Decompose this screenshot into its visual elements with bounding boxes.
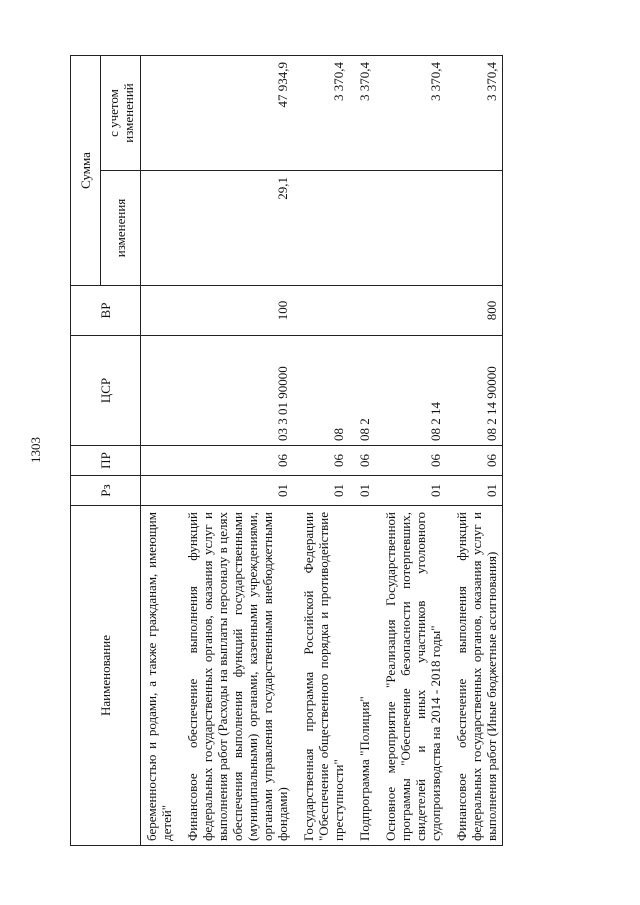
budget-table-rotated: [70, 56, 590, 846]
row-total: 47 934,9: [177, 56, 293, 171]
row-vr: [293, 286, 349, 336]
header-pr: ПР: [71, 446, 141, 476]
row-vr: 100: [177, 286, 293, 336]
page-number: 1303: [28, 437, 43, 463]
row-change: [375, 171, 446, 286]
row-csr: 08 2: [349, 336, 375, 446]
row-total: 3 370,4: [293, 56, 349, 171]
row-change: [446, 171, 503, 286]
header-change: изменения: [101, 171, 141, 286]
row-total: 3 370,4: [375, 56, 446, 171]
row-pr: 06: [375, 446, 446, 476]
table-row: [375, 56, 446, 846]
row-csr: 08 2 14: [375, 336, 446, 446]
table-row: [349, 56, 375, 846]
row-rz: 01: [446, 476, 503, 506]
table-row: [177, 56, 293, 846]
table-row: [293, 56, 349, 846]
header-vr: ВР: [71, 286, 141, 336]
budget-table: [70, 55, 503, 846]
row-rz: 01: [375, 476, 446, 506]
row-vr: [141, 286, 178, 336]
row-total: 3 370,4: [349, 56, 375, 171]
row-change: [349, 171, 375, 286]
row-csr: 08: [293, 336, 349, 446]
header-name: Наименование: [71, 506, 141, 846]
table-row: [446, 56, 503, 846]
row-vr: 800: [446, 286, 503, 336]
table-body: [141, 56, 503, 846]
row-vr: [375, 286, 446, 336]
header-with-changes: с учетом изменений: [101, 56, 141, 171]
row-pr: 06: [349, 446, 375, 476]
row-pr: 06: [293, 446, 349, 476]
row-total: [141, 56, 178, 171]
row-change: [293, 171, 349, 286]
row-rz: 01: [293, 476, 349, 506]
row-change: [141, 171, 178, 286]
row-total: 3 370,4: [446, 56, 503, 171]
row-pr: [141, 446, 178, 476]
row-name: Финансовое обеспечение выполнения функций федеральных государственных органов, оказания услуг и выполнения работ (Иные бюджетные ассигнования): [446, 506, 503, 846]
row-vr: [349, 286, 375, 336]
header-sum: Сумма: [71, 56, 101, 286]
row-csr: 03 3 01 90000: [177, 336, 293, 446]
header-rz: Рз: [71, 476, 141, 506]
row-name: Финансовое обеспечение выполнения функций федеральных государственных органов, оказания услуг и выполнения работ (Расходы на выплаты персоналу в целях обеспечения выполнения функций государственными (муниципальными) органами, казенными учреждениями, органами управления государственными внебюджетными фондами): [177, 506, 293, 846]
header-csr: ЦСР: [71, 336, 141, 446]
row-rz: 01: [349, 476, 375, 506]
row-name: Подпрограмма "Полиция": [349, 506, 375, 846]
row-change: 29,1: [177, 171, 293, 286]
row-csr: 08 2 14 90000: [446, 336, 503, 446]
row-rz: 01: [177, 476, 293, 506]
row-rz: [141, 476, 178, 506]
row-csr: [141, 336, 178, 446]
row-name: Основное мероприятие "Реализация Государственной программы "Обеспечение безопасности потерпевших, свидетелей и иных участников уголовного судопроизводства на 2014 - 2018 годы": [375, 506, 446, 846]
table-row: [141, 56, 178, 846]
row-name: беременностью и родами, а также гражданам, имеющим детей": [141, 506, 178, 846]
row-pr: 06: [177, 446, 293, 476]
row-name: Государственная программа Российской Федерации "Обеспечение общественного порядка и противодействие преступности": [293, 506, 349, 846]
row-pr: 06: [446, 446, 503, 476]
